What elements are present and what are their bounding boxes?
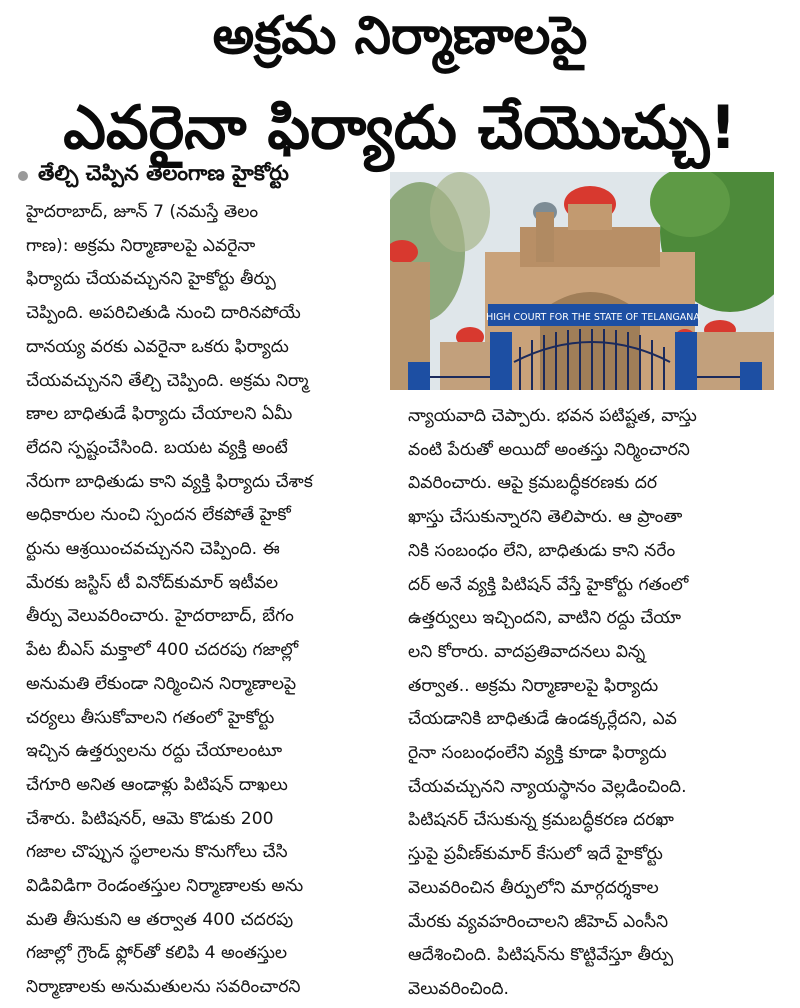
article-line: చర్యలు తీసుకోవాలని గతంలో హైకోర్టు [26,707,275,728]
article-line: ఖాస్తు చేసుకున్నారని తెలిపారు. ఆ ప్రాంతా [408,507,683,528]
article-line: నేరుగా బాధితుడు కాని వ్యక్తి ఫిర్యాదు చేశాక [26,471,313,492]
article-line: నికి సంబంధం లేని, బాధితుడు కాని నరేం [408,540,676,561]
article-line: వెలువరించిన తీర్పులోని మార్గదర్శకాల [408,877,659,898]
article-line: దానయ్య వరకు ఎవరైనా ఒకరు ఫిర్యాదు [26,336,289,357]
article-line: అనుమతి లేకుండా నిర్మించిన నిర్మాణాలపై [26,673,297,694]
article-line: ర్టును ఆశ్రయించవచ్చునని చెప్పింది. ఈ [26,539,280,560]
article-line: లేదని స్పష్టంచేసింది. బయట వ్యక్తి అంటే [26,437,288,458]
article-line: మేరకు వ్యవహరించాలని జీహెచ్ ఎంసీని [408,911,669,932]
article-line: దర్ అనే వ్యక్తి పిటిషన్ వేస్తే హైకోర్టు గతంలో [408,574,689,595]
headline-line-2: ఎవరైనా ఫిర్యాదు చేయొచ్చు! [63,93,737,163]
article-line: ఇచ్చిన ఉత్తర్వులను రద్దు చేయాలంటూ [26,741,283,762]
article-line: హైదరాబాద్, జూన్ 7 (నమస్తే తెలం [26,202,259,222]
article-line: స్తుపై ప్రవీణ్‌కుమార్ కేసులో ఇదే హైకోర్టు [408,844,663,865]
article-line: తర్వాత.. అక్రమ నిర్మాణాలపై ఫిర్యాదు [408,675,659,696]
subheadline-text: తేల్చి చెప్పిన తెలంగాణ హైకోర్టు [38,161,289,185]
article-line: గజాల్లో గ్రౌండ్ ఫ్లోర్‌తో కలిపి 4 అంతస్తుల [26,943,288,964]
article-line: చేశారు. పిటిషనర్, ఆమె కొడుకు 200 [26,808,274,829]
subheadline [18,160,289,192]
article-line: తీర్పు వెలువరించారు. హైదరాబాద్, బేగం [26,606,294,627]
article-line: మేరకు జస్టిస్ టీ వినోద్‌కుమార్ ఇటీవల [26,572,279,593]
article-line: చేయవచ్చునని న్యాయస్థానం వెల్లడించింది. [408,776,687,797]
article-line: మతి తీసుకుని ఆ తర్వాత 400 చదరపు [26,909,294,930]
article-line: న్యాయవాది చెప్పారు. భవన పటిష్టత, వాస్తు [408,406,697,426]
article-line: వెలువరించింది. [408,978,509,999]
article-line: ఆదేశించింది. పిటిషన్‌ను కొట్టివేస్తూ తీర్పు [408,945,674,966]
article-line: పేట బీఎస్ మక్తాలో 400 చదరపు గజాల్లో [26,640,299,661]
article-line: లని కోరారు. వాదప్రతివాదనలు విన్న [408,641,646,662]
article-line: వివరించారు. ఆపై క్రమబద్ధీకరణకు దర [408,473,658,494]
high-court-building-icon [390,172,774,390]
article-line: రైనా సంబంధంలేని వ్యక్తి కూడా ఫిర్యాదు [408,743,667,764]
article-line: గాణ): అక్రమ నిర్మాణాలపై ఎవరైనా [26,235,256,256]
article-column-right [408,400,780,1007]
article-line: చేయవచ్చునని తేల్చి చెప్పింది. అక్రమ నిర్మా [26,370,309,391]
article-line: చేగూరి అనిత ఆండాళ్లు పిటిషన్ దాఖలు [26,774,288,795]
article-line: పిటిషనర్ చేసుకున్న క్రమబద్ధీకరణ దరఖా [408,810,674,831]
article-line: వంటి పేరుతో అయిదో అంతస్తు నిర్మించారని [408,439,690,460]
headline-line-1: అక్రమ నిర్మాణాలపై [212,6,588,66]
article-line: గజాల చొప్పున స్థలాలను కొనుగోలు చేసి [26,842,288,863]
article-line: ణాల బాధితుడే ఫిర్యాదు చేయాలని ఏమీ [26,404,293,425]
article-line: అధికారుల నుంచి స్పందన లేకపోతే హైకో [26,505,291,526]
article-line: విడివిడిగా రెండంతస్తుల నిర్మాణాలకు అను [26,876,304,897]
article-line: చెప్పింది. అపరిచితుడి నుంచి దారినపోయే [26,303,301,324]
article-line: చేయడానికి బాధితుడే ఉండక్కర్లేదని, ఎవ [408,709,677,730]
article-column-left [26,196,388,1005]
bullet-icon [18,171,28,181]
court-sign-text: HIGH COURT FOR THE STATE OF TELANGANA [486,312,700,323]
article-line: ఫిర్యాదు చేయవచ్చునని హైకోర్టు తీర్పు [26,269,276,290]
article-line: ఉత్తర్వులు ఇచ్చిందని, వాటిని రద్దు చేయా [408,608,682,629]
article-line: నిర్మాణాలకు అనుమతులను సవరించారని [26,977,301,998]
high-court-photo [390,172,774,390]
